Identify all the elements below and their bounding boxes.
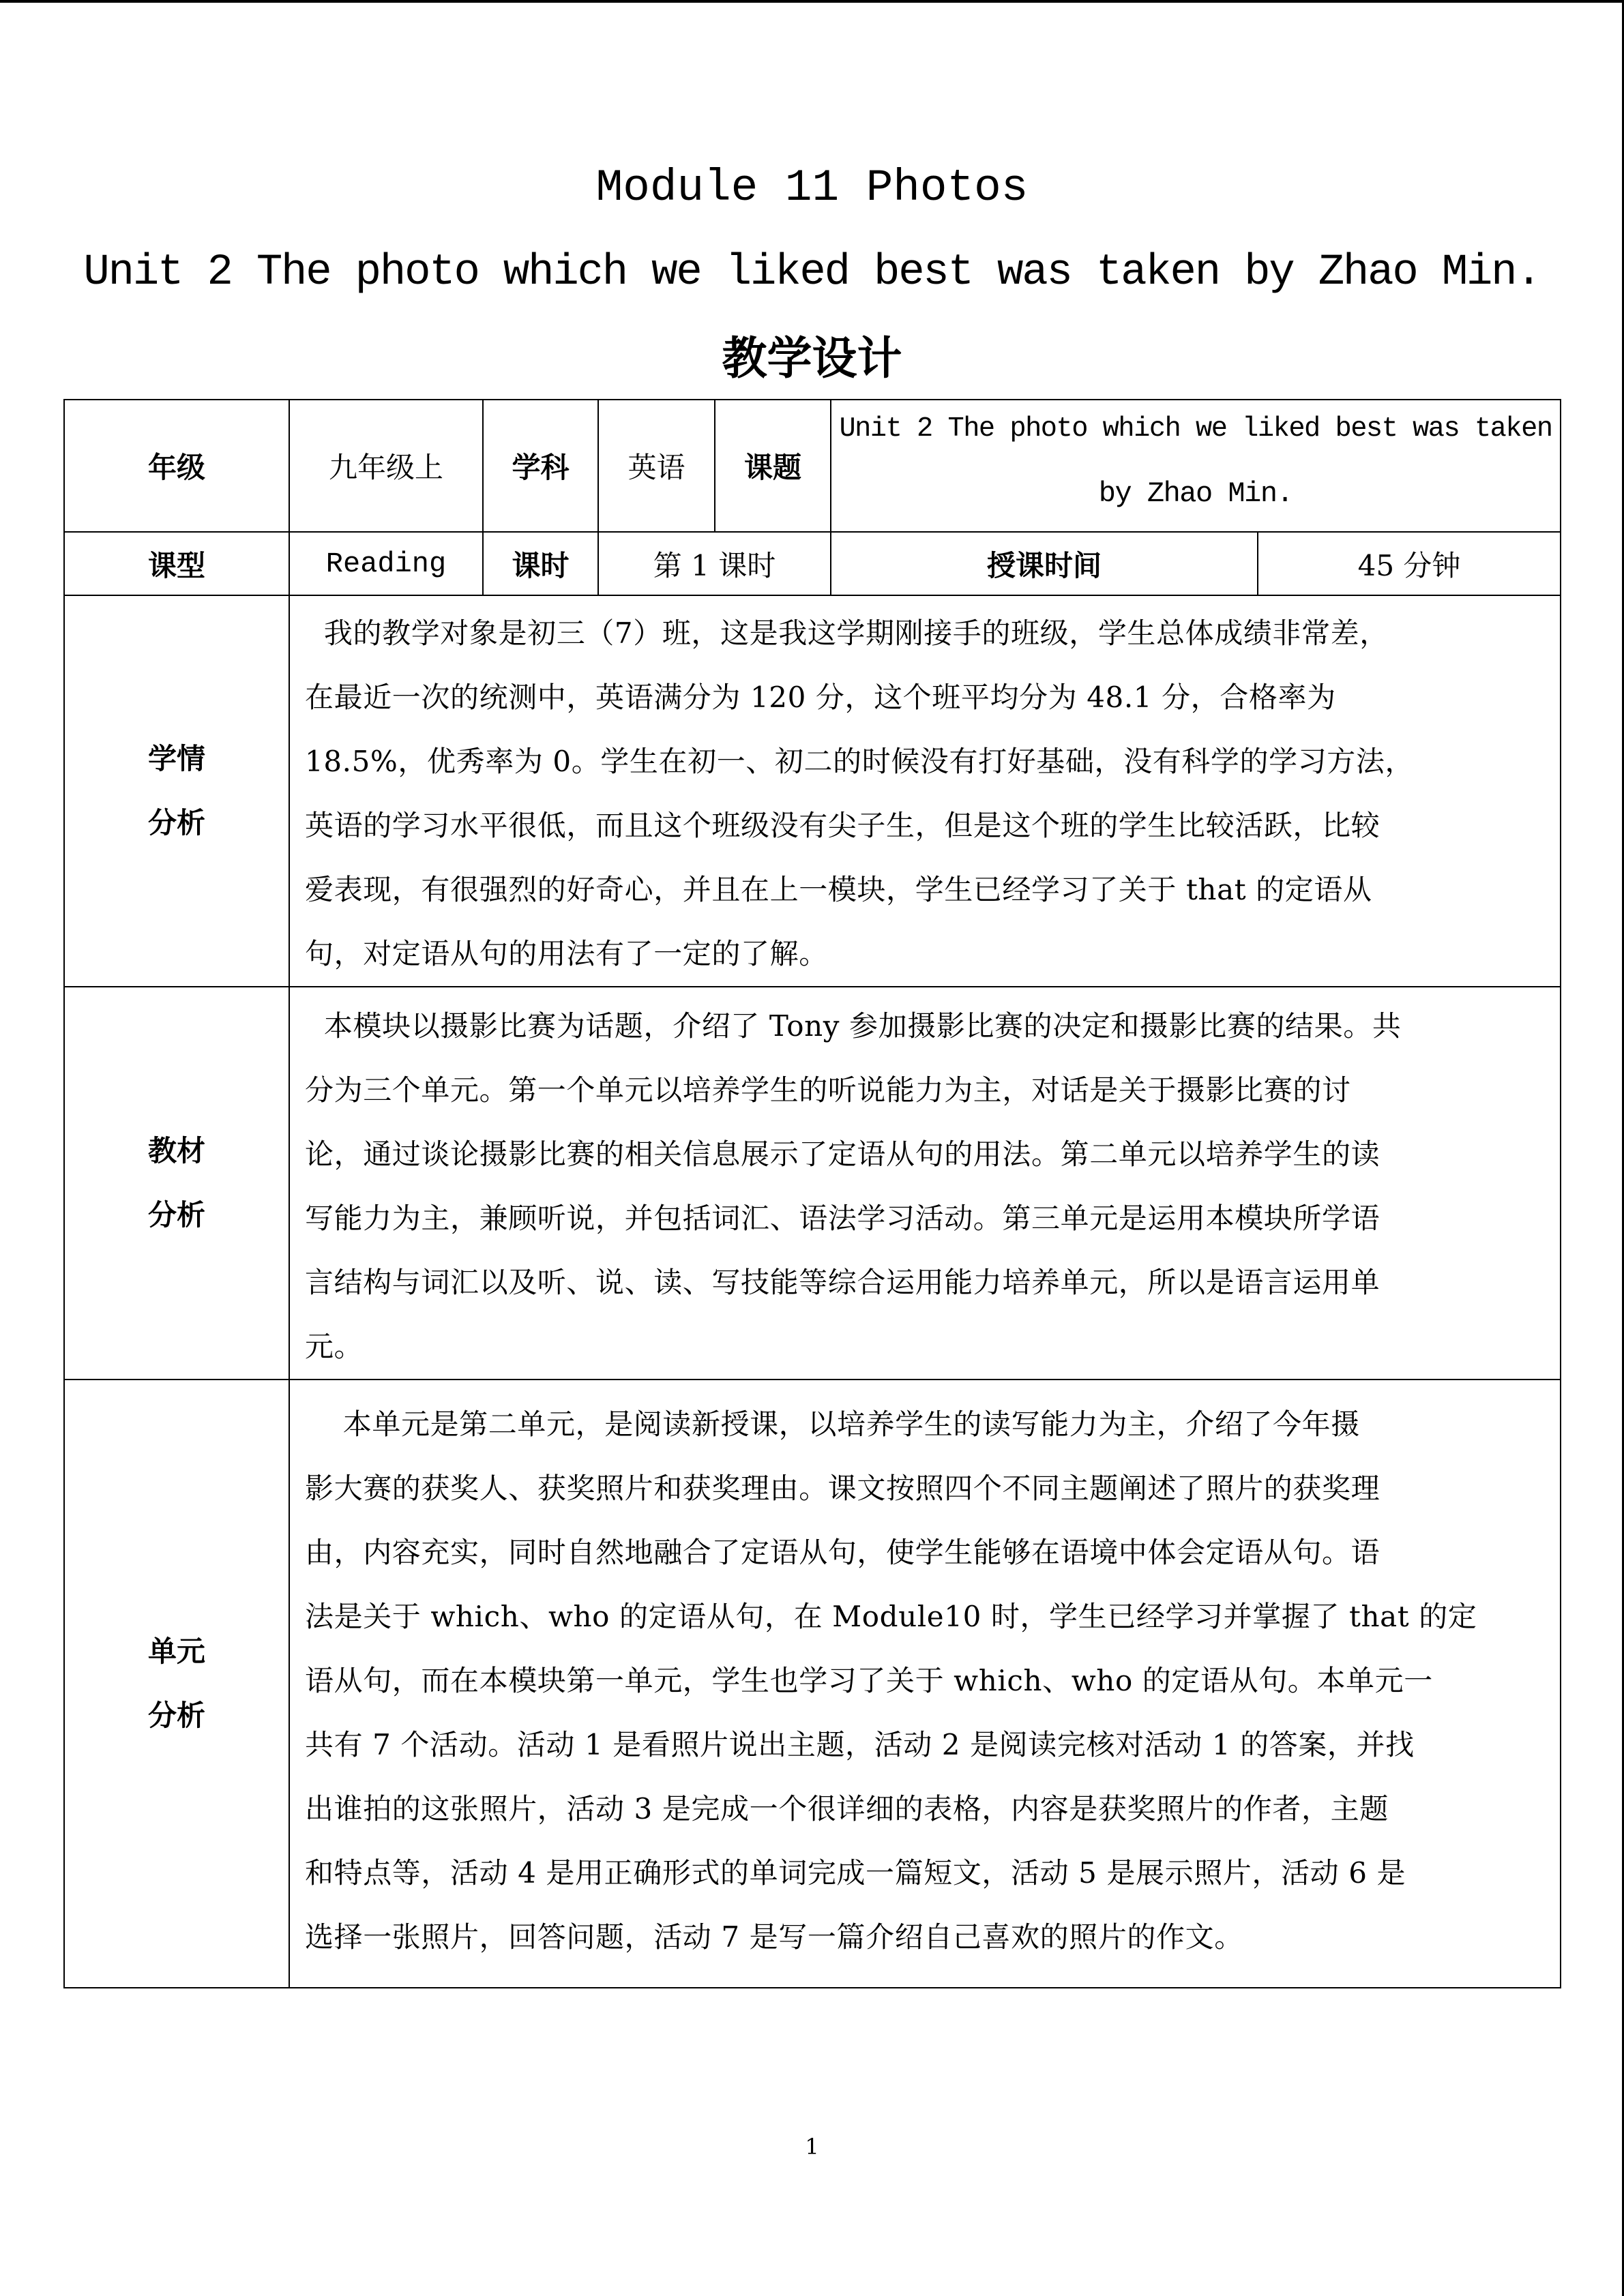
- material-analysis-text: [289, 987, 1561, 1380]
- document-title: 教学设计: [722, 332, 902, 385]
- student-analysis-text: [289, 595, 1561, 987]
- grade-label: 年级: [64, 400, 289, 532]
- paragraph-line: 论，通过谈论摄影比赛的相关信息展示了定语从句的用法。第二单元以培养学生的读: [305, 1137, 1381, 1171]
- paragraph-line: 语从句，而在本模块第一单元，学生也学习了关于 which、who 的定语从句。本单元一: [305, 1664, 1433, 1697]
- table-row-lesson-info: [64, 532, 1561, 595]
- page-top-border: [0, 0, 1624, 3]
- module-title: Module 11 Photos: [595, 162, 1029, 213]
- grade-value: 九年级上: [289, 400, 483, 532]
- table-row-basic-info: [64, 400, 1561, 532]
- topic-value-line-2: by Zhao Min.: [1098, 477, 1293, 510]
- period-label: 课时: [483, 532, 598, 595]
- topic-value-line-1: Unit 2 The photo which we liked best was taken: [839, 413, 1552, 445]
- lesson-type-label: 课型: [64, 532, 289, 595]
- paragraph-line: 选择一张照片，回答问题，活动 7 是写一篇介绍自己喜欢的照片的作文。: [305, 1920, 1243, 1954]
- paragraph-line: 分为三个单元。第一个单元以培养学生的听说能力为主，对话是关于摄影比赛的讨: [305, 1073, 1351, 1107]
- material-analysis-label: [64, 987, 289, 1380]
- student-analysis-label-line-2: 分析: [147, 806, 205, 839]
- unit-analysis-label-line-2: 分析: [147, 1699, 205, 1732]
- paragraph-line: 爱表现，有很强烈的好奇心，并且在上一模块，学生已经学习了关于 that 的定语从: [305, 873, 1372, 906]
- page-number: 1: [805, 2134, 819, 2160]
- period-value: 第 1 课时: [598, 532, 831, 595]
- topic-label: 课题: [715, 400, 831, 532]
- lesson-plan-table: [63, 399, 1561, 1988]
- paragraph-line: 言结构与词汇以及听、说、读、写技能等综合运用能力培养单元，所以是语言运用单: [305, 1266, 1381, 1299]
- unit-title: Unit 2 The photo which we liked best was taken by Zhao Min.: [83, 248, 1541, 297]
- class-time-value: 45 分钟: [1258, 532, 1561, 595]
- paragraph-line: 我的教学对象是初三（7）班，这是我这学期刚接手的班级，学生总体成绩非常差，: [305, 616, 1389, 650]
- paragraph-line: 本单元是第二单元，是阅读新授课，以培养学生的读写能力为主，介绍了今年摄: [305, 1407, 1360, 1441]
- student-analysis-label-line-1: 学情: [147, 742, 205, 775]
- table-row-unit-analysis: [64, 1380, 1561, 1988]
- unit-analysis-label-line-1: 单元: [147, 1635, 205, 1668]
- student-analysis-label: [64, 595, 289, 987]
- paragraph-line: 本模块以摄影比赛为话题，介绍了 Tony 参加摄影比赛的决定和摄影比赛的结果。共: [305, 1009, 1402, 1043]
- lesson-type-value: Reading: [289, 532, 483, 595]
- paragraph-line: 出谁拍的这张照片，活动 3 是完成一个很详细的表格，内容是获奖照片的作者，主题: [305, 1792, 1389, 1825]
- subject-value: 英语: [598, 400, 715, 532]
- paragraph-line: 影大赛的获奖人、获奖照片和获奖理由。课文按照四个不同主题阐述了照片的获奖理: [305, 1472, 1381, 1505]
- paragraph-line: 句，对定语从句的用法有了一定的了解。: [305, 937, 828, 970]
- table-row-material-analysis: [64, 987, 1561, 1380]
- paragraph-line: 法是关于 which、who 的定语从句，在 Module10 时，学生已经学习并掌握了 that 的定: [305, 1600, 1477, 1633]
- paragraph-line: 写能力为主，兼顾听说，并包括词汇、语法学习活动。第三单元是运用本模块所学语: [305, 1202, 1381, 1235]
- paragraph-line: 在最近一次的统测中，英语满分为 120 分，这个班平均分为 48.1 分，合格率为: [305, 681, 1336, 714]
- topic-value: [831, 400, 1561, 532]
- subject-label: 学科: [483, 400, 598, 532]
- paragraph-line: 和特点等，活动 4 是用正确形式的单词完成一篇短文，活动 5 是展示照片，活动 6 是: [305, 1856, 1406, 1890]
- material-analysis-label-line-1: 教材: [147, 1134, 205, 1167]
- paragraph-line: 18.5%，优秀率为 0。学生在初一、初二的时候没有打好基础，没有科学的学习方法，: [305, 745, 1415, 778]
- paragraph-line: 共有 7 个活动。活动 1 是看照片说出主题，活动 2 是阅读完核对活动 1 的答案，并找: [305, 1728, 1415, 1761]
- table-row-student-analysis: [64, 595, 1561, 987]
- unit-analysis-label: [64, 1380, 289, 1988]
- material-analysis-label-line-2: 分析: [147, 1198, 205, 1232]
- paragraph-line: 由，内容充实，同时自然地融合了定语从句，使学生能够在语境中体会定语从句。语: [305, 1536, 1381, 1569]
- paragraph-line: 英语的学习水平很低，而且这个班级没有尖子生，但是这个班的学生比较活跃，比较: [305, 809, 1381, 842]
- paragraph-line: 元。: [305, 1330, 364, 1363]
- unit-analysis-text: [289, 1380, 1561, 1988]
- class-time-label: 授课时间: [831, 532, 1258, 595]
